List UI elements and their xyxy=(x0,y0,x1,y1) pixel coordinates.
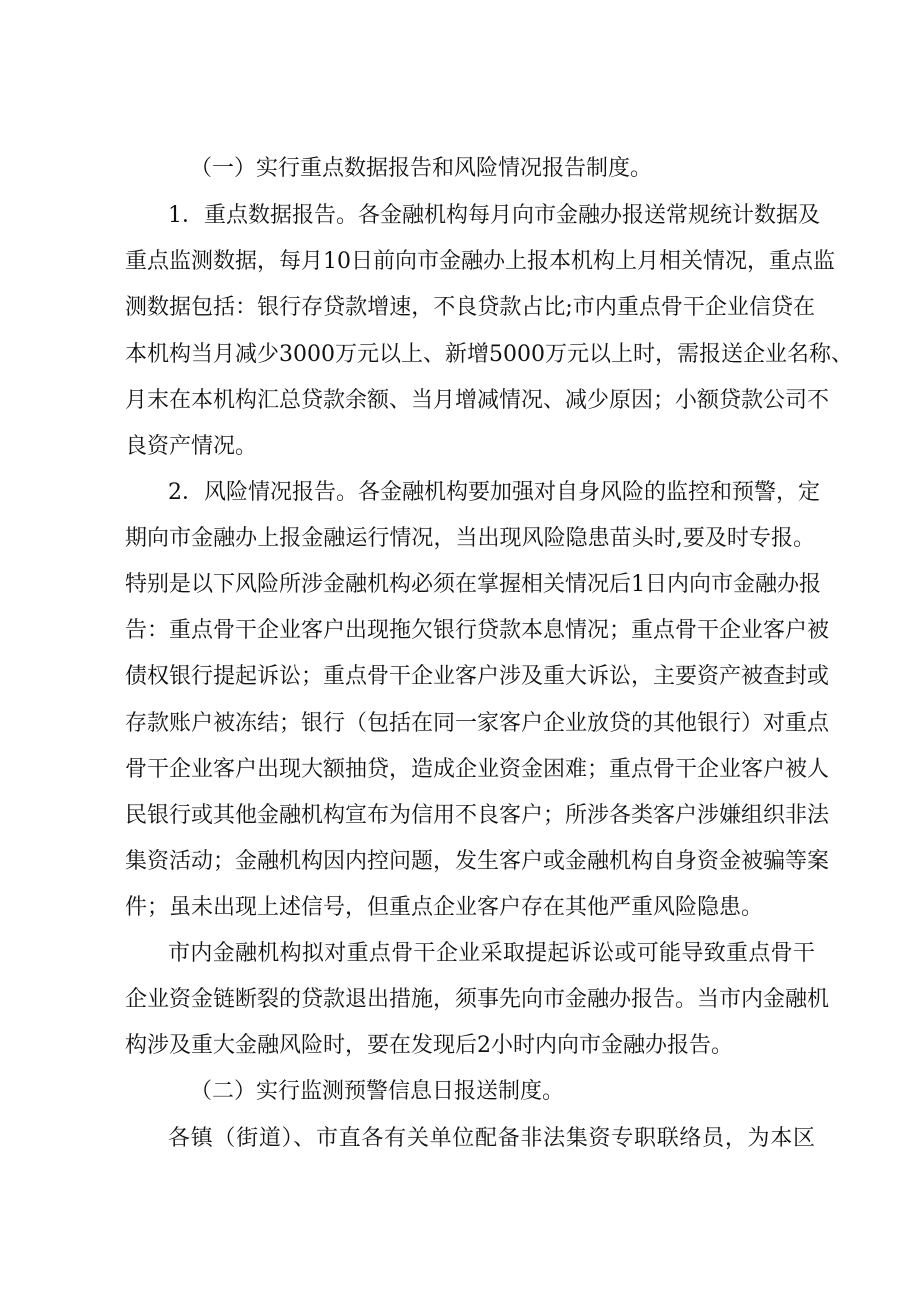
paragraph-1-line-3: 测数据包括：银行存贷款增速，不良贷款占比;市内重点骨干企业信贷在 xyxy=(125,295,815,320)
paragraph-2-line-7: 骨干企业客户出现大额抽贷，造成企业资金困难；重点骨干企业客户被人 xyxy=(125,757,830,782)
paragraph-2-line-2: 期向市金融办上报金融运行情况，当出现风险隐患苗头时,要及时专报。 xyxy=(125,526,815,551)
paragraph-4-line-1: 各镇（街道）、市直各有关单位配备非法集资专职联络员，为本区 xyxy=(168,1126,815,1151)
paragraph-2-line-8: 民银行或其他金融机构宣布为信用不良客户；所涉各类客户涉嫌组织非法 xyxy=(125,803,830,828)
paragraph-1-line-2: 重点监测数据，每月10日前向市金融办上报本机构上月相关情况，重点监 xyxy=(125,249,835,274)
paragraph-2-line-9: 集资活动；金融机构因内控问题，发生客户或金融机构自身资金被骗等案 xyxy=(125,849,830,874)
paragraph-2-line-4: 告：重点骨干企业客户出现拖欠银行贷款本息情况；重点骨干企业客户被 xyxy=(125,618,830,643)
paragraph-3-line-3: 构涉及重大金融风险时，要在发现后2小时内向市金融办报告。 xyxy=(125,1033,733,1058)
paragraph-3-line-1: 市内金融机构拟对重点骨干企业采取提起诉讼或可能导致重点骨干 xyxy=(168,941,815,966)
section-heading-2: （二）实行监测预警信息日报送制度。 xyxy=(190,1079,565,1104)
section-heading-1: （一）实行重点数据报告和风险情况报告制度。 xyxy=(190,156,653,181)
paragraph-2-line-3: 特别是以下风险所涉金融机构必须在掌握相关情况后1日内向市金融办报 xyxy=(125,572,821,597)
paragraph-1-line-6: 良资产情况。 xyxy=(125,434,258,459)
paragraph-2-line-5: 债权银行提起诉讼；重点骨干企业客户涉及重大诉讼，主要资产被查封或 xyxy=(125,664,830,689)
paragraph-2-line-6: 存款账户被冻结；银行（包括在同一家客户企业放贷的其他银行）对重点 xyxy=(125,711,830,736)
paragraph-1-line-5: 月末在本机构汇总贷款余额、当月增减情况、减少原因；小额贷款公司不 xyxy=(125,388,830,413)
paragraph-3-line-2: 企业资金链断裂的贷款退出措施，须事先向市金融办报告。当市内金融机 xyxy=(125,987,830,1012)
paragraph-2-line-1: 2．风险情况报告。各金融机构要加强对自身风险的监控和预警，定 xyxy=(168,480,820,505)
paragraph-2-line-10: 件；虽未出现上述信号，但重点企业客户存在其他严重风险隐患。 xyxy=(125,895,764,920)
paragraph-1-line-1: 1．重点数据报告。各金融机构每月向市金融办报送常规统计数据及 xyxy=(168,203,820,228)
paragraph-1-line-4: 本机构当月减少3000万元以上、新增5000万元以上时，需报送企业名称、 xyxy=(125,342,853,367)
